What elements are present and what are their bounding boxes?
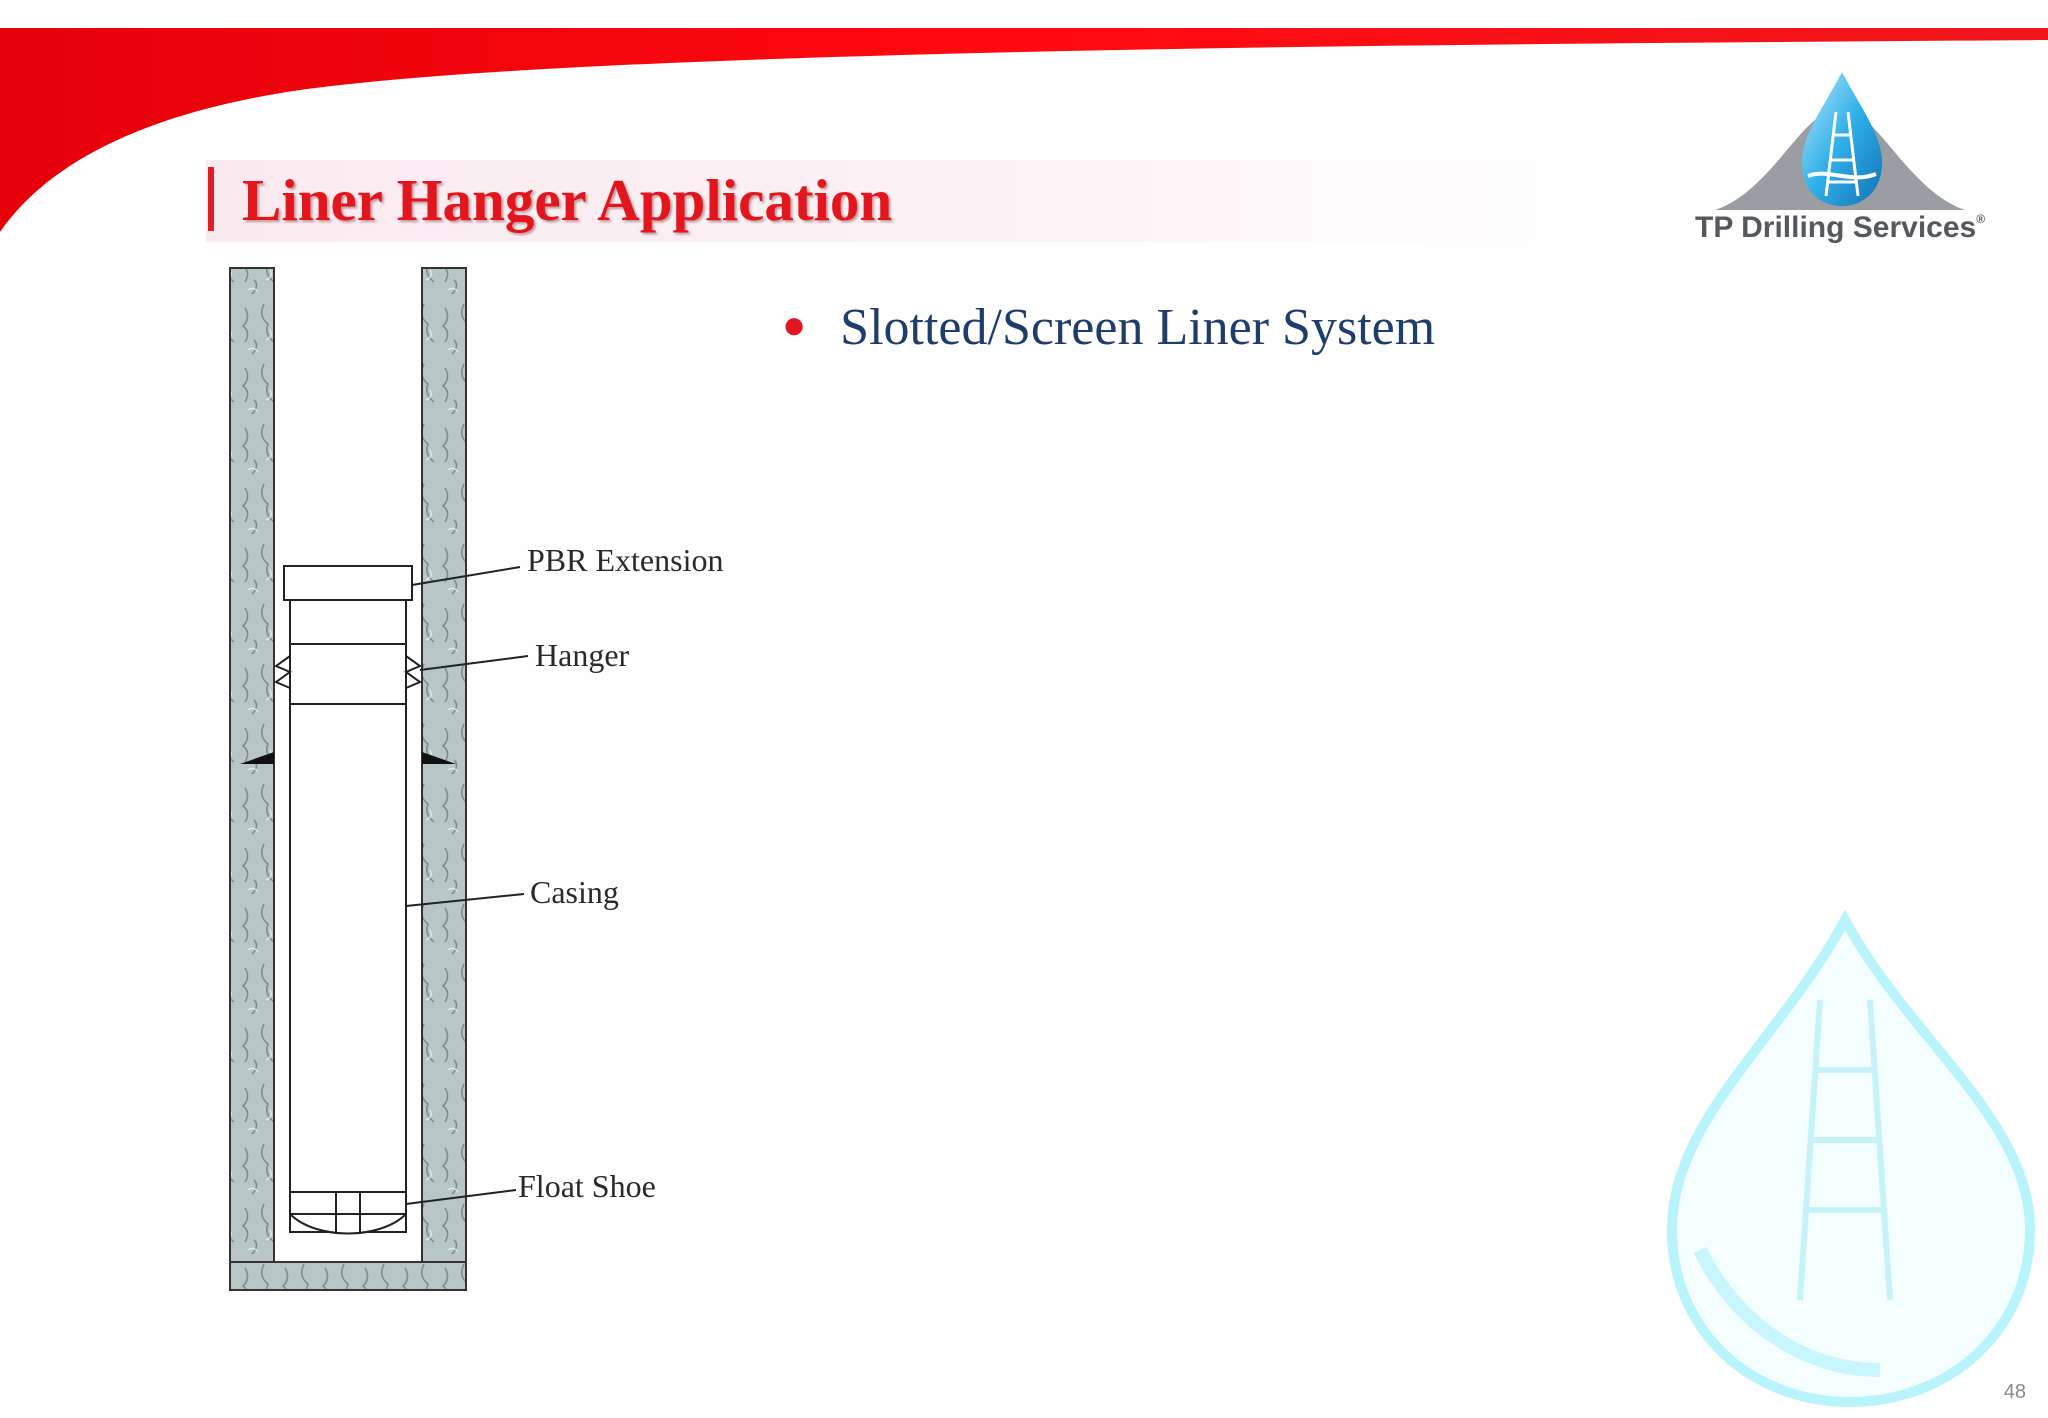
bullet-text: Slotted/Screen Liner System	[840, 299, 1436, 356]
bullet-icon: ●	[782, 302, 807, 347]
label-float-shoe: Float Shoe	[518, 1168, 656, 1204]
page-number: 48	[2003, 1381, 2026, 1403]
label-casing: Casing	[530, 874, 619, 910]
slide-title: Liner Hanger Application	[242, 167, 893, 233]
logo-text: TP Drilling Services®	[1695, 211, 1986, 244]
label-pbr-extension: PBR Extension	[527, 542, 724, 578]
label-hanger: Hanger	[535, 637, 630, 673]
